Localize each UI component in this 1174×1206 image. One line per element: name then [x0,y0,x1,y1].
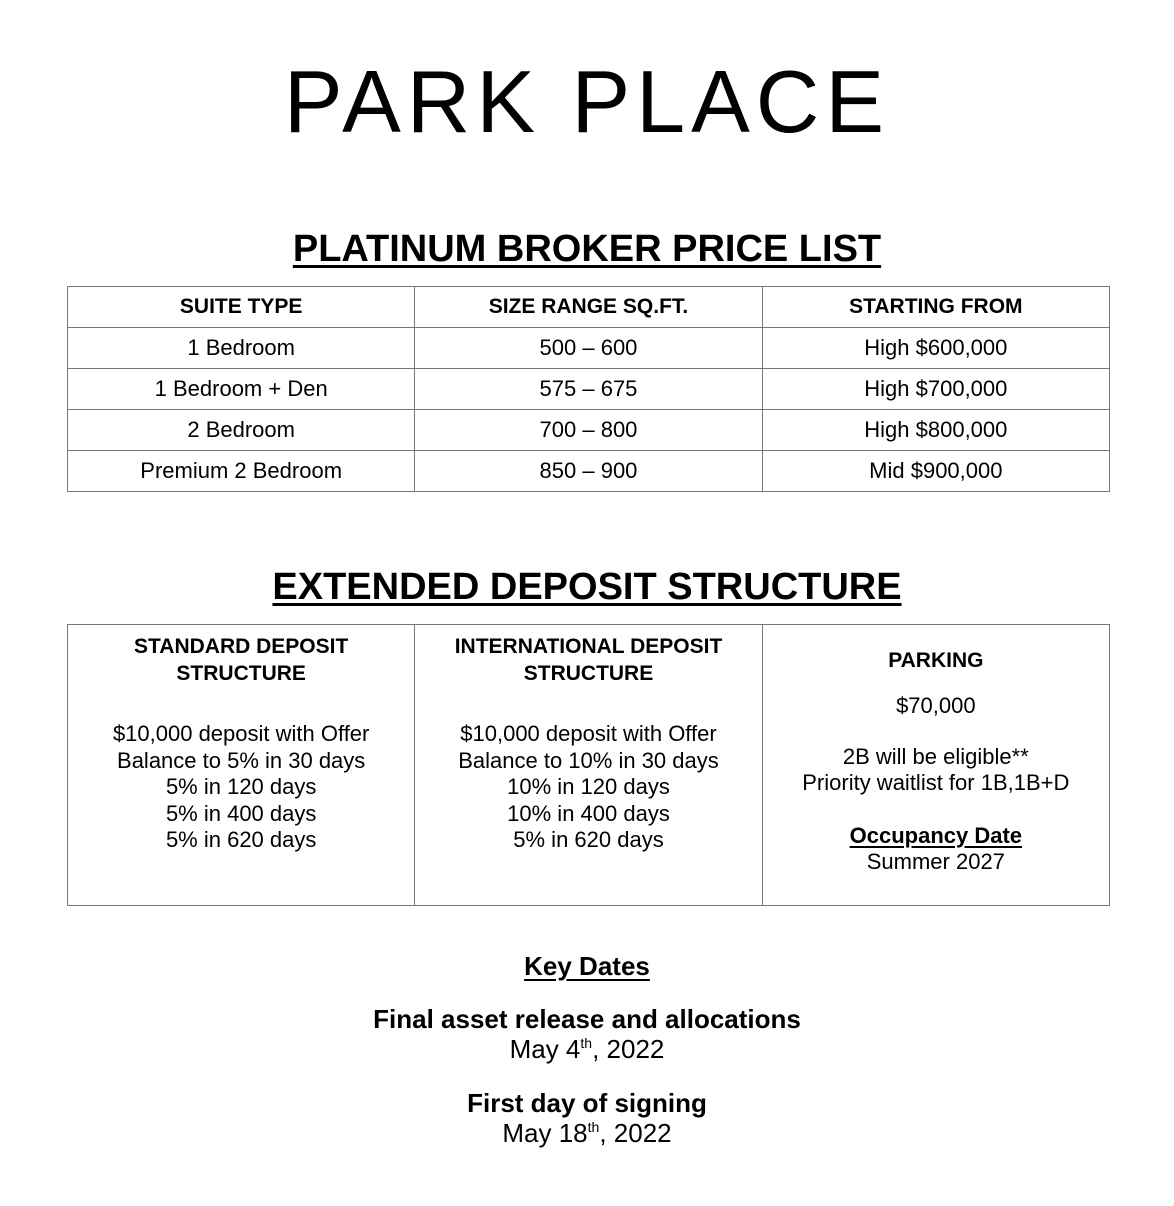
deposit-title: EXTENDED DEPOSIT STRUCTURE [272,566,902,608]
size-range-cell: 700 – 800 [415,410,762,451]
standard-deposit-heading: STANDARD DEPOSIT STRUCTURE [134,635,349,685]
parking-waitlist: Priority waitlist for 1B,1B+D [802,770,1070,795]
table-row [68,328,1110,369]
column-header: SIZE RANGE SQ.FT. [415,287,762,328]
standard-deposit-schedule [68,721,414,854]
price-list-title: PLATINUM BROKER PRICE LIST [292,228,882,270]
size-range-cell: 850 – 900 [415,451,762,492]
schedule-line: $10,000 deposit with Offer [460,721,717,746]
suite-type-cell: 1 Bedroom [68,328,415,369]
table-row [68,451,1110,492]
table-header-row [68,287,1110,328]
key-dates-title: Key Dates [524,951,650,981]
occupancy-date-value: Summer 2027 [866,849,1005,874]
table-row [68,369,1110,410]
key-date-value: May 4th, 2022 [509,1034,665,1064]
price-cell: High $700,000 [762,369,1109,410]
price-cell: Mid $900,000 [762,451,1109,492]
price-list-table [67,286,1110,492]
standard-deposit-cell [68,625,415,906]
price-cell: High $800,000 [762,410,1109,451]
suite-type-cell: Premium 2 Bedroom [68,451,415,492]
suite-type-cell: 1 Bedroom + Den [68,369,415,410]
parking-heading: PARKING [888,649,984,672]
key-date-item [0,1088,1174,1148]
schedule-line: $10,000 deposit with Offer [112,721,370,746]
schedule-line: 10% in 120 days [507,774,670,799]
key-dates [0,950,1174,1148]
schedule-line: Balance to 10% in 30 days [458,747,719,773]
international-deposit-schedule [415,721,761,854]
column-header: SUITE TYPE [68,287,415,328]
parking-eligibility: 2B will be eligible** [842,743,1029,769]
price-cell: High $600,000 [762,328,1109,369]
schedule-line: 5% in 620 days [165,827,317,852]
parking-cell [762,625,1109,906]
schedule-line: 5% in 620 days [513,827,664,852]
schedule-line: Balance to 5% in 30 days [117,747,366,773]
key-date-value: May 18th, 2022 [502,1118,672,1148]
schedule-line: 10% in 400 days [507,800,670,826]
key-date-label: Final asset release and allocations [373,1004,801,1034]
key-date-item [0,1004,1174,1064]
size-range-cell: 575 – 675 [415,369,762,410]
logo: PARK PLACE [283,52,891,151]
suite-type-cell: 2 Bedroom [68,410,415,451]
column-header: STARTING FROM [762,287,1109,328]
schedule-line: 5% in 120 days [165,774,317,799]
international-deposit-heading: INTERNATIONAL DEPOSIT STRUCTURE [454,635,723,685]
key-date-label: First day of signing [467,1088,707,1118]
parking-price: $70,000 [896,693,976,718]
schedule-line: 5% in 400 days [165,800,317,826]
occupancy-date-title: Occupancy Date [849,822,1023,848]
table-row [68,410,1110,451]
size-range-cell: 500 – 600 [415,328,762,369]
deposit-table [67,624,1110,906]
international-deposit-cell [415,625,762,906]
